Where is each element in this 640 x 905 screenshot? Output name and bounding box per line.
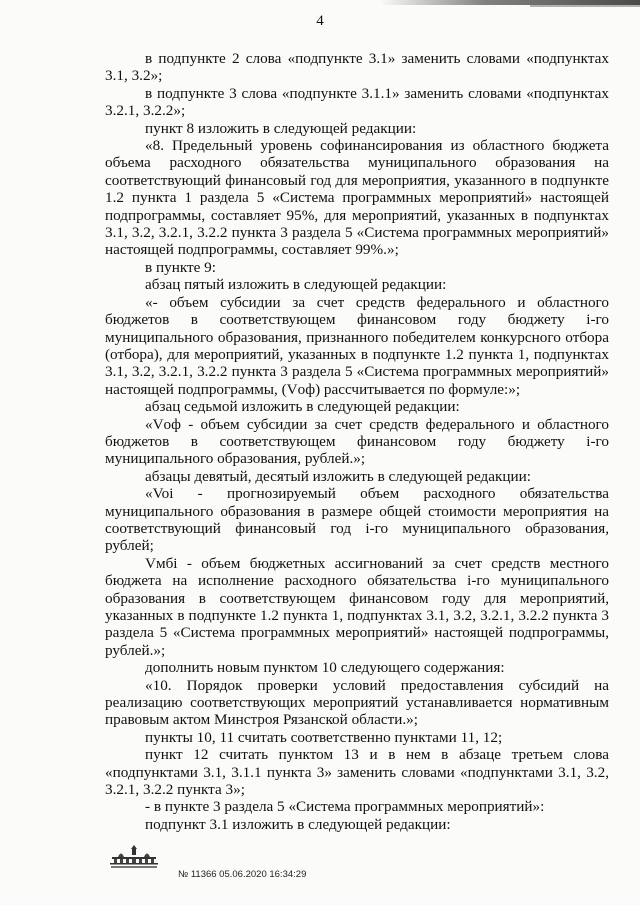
paragraph: в подпункте 2 слова «подпункте 3.1» заменить словами «подпунктах 3.1, 3.2»; — [105, 50, 609, 85]
registry-logo-icon — [108, 843, 160, 871]
paragraph: «10. Порядок проверки условий предоставления субсидий на реализацию соответствующих мероприятий устанавливается нормативным правовым актом Минстроя Рязанской области.»; — [105, 676, 609, 729]
paragraph: дополнить новым пунктом 10 следующего содержания: — [145, 659, 505, 677]
paragraph: «- объем субсидии за счет средств федерального и областного бюджетов в соответствующем финансовом году бюджету i-го муниципального образования, признанного победителем конкурсного отбора (отбора), для мероприятий, указанных в подпункте 1.2 пункта 1, подпунктах 3.1, 3.2, 3.2.1, 3.2.2 пункта 3 раздела 5 «Система программных мероприятий» настоящей подпрограммы, (Vоф) рассчитывается по формуле:»; — [105, 293, 609, 398]
paragraph: в подпункте 3 слова «подпункте 3.1.1» заменить словами «подпунктах 3.2.1, 3.2.2»; — [105, 84, 609, 120]
paragraph: «Vоф - объем субсидии за счет средств федерального и областного бюджетов в соответствующем финансовом году бюджету i-го муниципального образования, рублей.»; — [105, 415, 609, 468]
document-body — [105, 50, 609, 833]
paragraph: пункты 10, 11 считать соответственно пунктами 11, 12; — [145, 728, 503, 746]
document-footer — [108, 843, 408, 888]
scan-edge-shadow-lower — [530, 5, 640, 7]
paragraph: «Voi - прогнозируемый объем расходного обязательства муниципального образования в размере общей стоимости мероприятия на соответствующий финансовый год i-го муниципального образования, рублей; — [105, 485, 609, 555]
document-registration-number: № 11366 05.06.2020 16:34:29 — [178, 869, 307, 880]
paragraph: абзац седьмой изложить в следующей редакции: — [145, 398, 460, 416]
paragraph: Vмбi - объем бюджетных ассигнований за счет средств местного бюджета на исполнение расходного обязательства i-го муниципального образования в соответствующем финансовом году для мероприятий, указанных в подпункте 1.2 пункта 1, подпунктах 3.1, 3.2, 3.2.1, 3.2.2 пункта 3 раздела 5 «Система программных мероприятий» настоящей подпрограммы, рублей.»; — [105, 554, 609, 659]
paragraph: - в пункте 3 раздела 5 «Система программных мероприятий»: — [145, 798, 545, 816]
paragraph: абзац пятый изложить в следующей редакции: — [145, 276, 447, 294]
paragraph: абзацы девятый, десятый изложить в следующей редакции: — [145, 467, 532, 485]
page-number: 4 — [316, 13, 324, 29]
paragraph: пункт 8 изложить в следующей редакции: — [145, 119, 417, 137]
paragraph: пункт 12 считать пунктом 13 и в нем в абзаце третьем слова «подпунктами 3.1, 3.1.1 пункта 3» заменить словами «подпунктами 3.1, 3.2, 3.2.1, 3.2.2 пункта 3»; — [105, 746, 609, 799]
paragraph: «8. Предельный уровень софинансирования из областного бюджета объема расходного обязательства муниципального образования на соответствующий финансовый год для мероприятия, указанного в подпункте 1.2 пункта 1 раздела 5 «Система программных мероприятий» настоящей подпрограммы, составляет 95%, для мероприятий, указанных в подпунктах 3.1, 3.2, 3.2.1, 3.2.2 пункта 3 раздела 5 «Система программных мероприятий» настоящей подпрограммы, составляет 99%.»; — [105, 137, 609, 259]
paragraph: в пункте 9: — [145, 258, 216, 276]
paragraph: подпункт 3.1 изложить в следующей редакции: — [145, 815, 451, 833]
